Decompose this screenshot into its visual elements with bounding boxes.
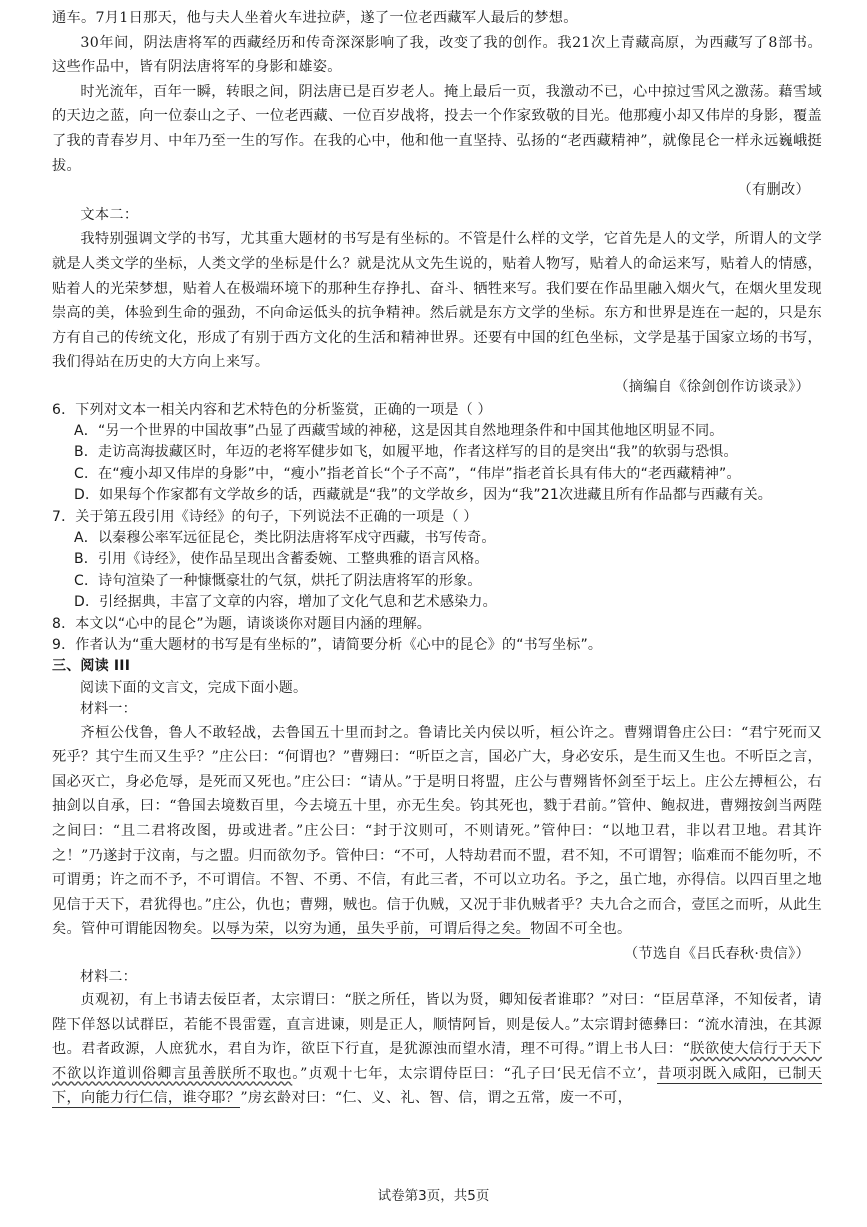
material-1-source: （节选自《吕氏春秋·贵信》）	[623, 945, 810, 962]
text1-section	[52, 6, 822, 203]
text1-paragraph: 时光流年，百年一瞬，转眼之间，阴法唐已是百岁老人。掩上最后一页，我激动不已，心中掠过雪风之激荡。藉雪域的天边之蓝，向一位泰山之子、一位老西藏、一位百岁战将，投去一个作家致敬的目光。他那瘦小却又伟岸的身影，覆盖了我的青春岁月、中年乃至一生的写作。在我的心中，他和他一直坚持、弘扬的“老西藏精神”，就像昆仑一样永远巍峨挺拔。	[52, 83, 822, 174]
material-1-label: 材料一：	[80, 701, 137, 718]
text2-section	[52, 203, 822, 400]
exam-page	[52, 6, 822, 1111]
text1-paragraph: 通车。7月1日那天，他与夫人坐着火车进拉萨，遂了一位老西藏军人最后的梦想。	[52, 10, 578, 26]
section-3	[52, 656, 822, 1111]
option-d: D．如果每个作家都有文学故乡的话，西藏就是“我”的文学故乡，因为“我”21次进藏且所有作品都与西藏有关。	[74, 487, 773, 504]
section-instruction: 阅读下面的文言文，完成下面小题。	[80, 679, 308, 696]
option-b: B．引用《诗经》，使作品呈现出含蓄委婉、工整典雅的语言风格。	[74, 551, 489, 568]
material-2-text: 贞观初，有上书请去佞臣者，太宗谓曰：“朕之所任，皆以为贤，卿知佞者谁耶？”对曰：“臣居草泽，不知佞者，请陛下佯怒以试群臣，若能不畏雷霆，直言进谏，则是正人，顺情阿旨，则是佞人。”太宗谓封德彝曰：“流水清浊，在其源也。君者政源，人庶犹水，君自为诈，欲臣下行直，是犹源浊而望水清，理不可得。”谓上书人曰：“	[52, 991, 822, 1058]
section-title: 三、阅读 III	[52, 658, 131, 675]
wavy-underlined-sentence: 朕欲使大信行于天下不欲以诈道训俗卿言虽善朕所不取也	[52, 1041, 822, 1082]
text2-source: （摘编自《徐剑创作访谈录》）	[614, 378, 810, 395]
question-7	[52, 507, 822, 614]
question-stem: 6．下列对文本一相关内容和艺术特色的分析鉴赏，正确的一项是（ ）	[52, 401, 492, 418]
question-6	[52, 400, 822, 507]
material-2-label: 材料二：	[80, 968, 137, 985]
option-a: A．“另一个世界的中国故事”凸显了西藏雪域的神秘，这是因其自然地理条件和中国其他地区明显不同。	[74, 422, 724, 439]
underlined-sentence: 以辱为荣，以穷为通，虽失乎前，可谓后得之矣。	[211, 921, 531, 938]
material-1-tail: 物固不可全也。	[530, 921, 632, 938]
material-1-text: 齐桓公伐鲁，鲁人不敢轻战，去鲁国五十里而封之。鲁请比关内侯以听，桓公许之。曹翙谓鲁庄公曰：“君宁死而又死乎？其宁生而又生乎？”庄公曰：“何谓也？”曹翙曰：“听臣之言，国必广大，身必安乐，是生而又生也。不听臣之言，国必灭亡，身必危辱，是死而又死也。”庄公曰：“请从。”于是明日将盟，庄公与曹翙皆怀剑至于坛上。庄公左搏桓公，右抽剑以自承，曰：“鲁国去境数百里，今去境五十里，亦无生矣。钧其死也，戮于君前。”管仲、鲍叔进，曹翙按剑当两陛之间曰：“且二君将改图，毋或进者。”庄公曰：“封于汶则可，不则请死。”管仲曰：“以地卫君，非以君卫地。君其许之！”乃遂封于汶南，与之盟。归而欲勿予。管仲曰：“不可，人特劫君而不盟，君不知，不可谓智；临难而不能勿听，不可谓勇；许之而不予，不可谓信。不智、不勇、不信，有此三者，不可以立功名。予之，虽亡地，亦得信。以四百里之地见信于天下，君犹得也。”庄公，仇也；曹翙，贼也。信于仇贼，又况于非仇贼者乎？夫九合之而合，壹匡之而听，从此生矣。管仲可谓能因物矣。	[52, 724, 822, 938]
question-stem: 7．关于第五段引用《诗经》的句子，下列说法不正确的一项是（ ）	[52, 508, 478, 525]
option-c: C．在“瘦小却又伟岸的身影”中，“瘦小”指老首长“个子不高”，“伟岸”指老首长具有伟大的“老西藏精神”。	[74, 465, 741, 482]
text1-paragraph: 30年间，阴法唐将军的西藏经历和传奇深深影响了我，改变了我的创作。我21次上青藏高原，为西藏写了8部书。这些作品中，皆有阴法唐将军的身影和雄姿。	[52, 34, 822, 76]
question-9: 9．作者认为“重大题材的书写是有坐标的”，请简要分析《心中的昆仑》的“书写坐标”。	[52, 636, 603, 653]
option-c: C．诗句渲染了一种慷慨豪壮的气氛，烘托了阴法唐将军的形象。	[74, 572, 482, 589]
text2-label: 文本二：	[80, 206, 139, 223]
option-a: A．以秦穆公率军远征昆仑，类比阴法唐将军戍守西藏，书写传奇。	[74, 529, 496, 546]
option-b: B．走访高海拔藏区时，年迈的老将军健步如飞，如履平地，作者这样写的目的是突出“我”的软弱与恐惧。	[74, 444, 738, 461]
text1-source: （有删改）	[737, 182, 810, 199]
question-8: 8．本文以“心中的昆仑”为题，请谈谈你对题目内涵的理解。	[52, 615, 432, 632]
material-2-text: ”房玄龄对曰：“仁、义、礼、智、信，谓之五常，废一不可，	[240, 1090, 633, 1107]
material-2-text: 。”贞观十七年，太宗谓侍臣曰：“孔子曰‘民无信不立’，	[292, 1065, 658, 1082]
text2-body: 我特别强调文学的书写，尤其重大题材的书写是有坐标的。不管是什么样的文学，它首先是人的文学，所谓人的文学就是人类文学的坐标，人类文学的坐标是什么？就是沈从文先生说的，贴着人物写，贴着人的命运来写，贴着人的情感，贴着人的光荣梦想，贴着人在极端环境下的那种生存挣扎、奋斗、牺牲来写。我们要在作品里融入烟火气，在烟火里发现崇高的美，体验到生命的强劲，不向命运低头的抗争精神。然后就是东方文学的坐标。东方和世界是连在一起的，只是东方有自己的传统文化，形成了有别于西方文化的生活和精神世界。还要有中国的红色坐标，文学是基于国家立场的书写，我们得站在历史的大方向上来写。	[52, 231, 822, 371]
page-footer: 试卷第3页，共5页	[377, 1188, 490, 1204]
material-2-body	[52, 988, 822, 1111]
material-1-body	[52, 721, 822, 942]
option-d: D．引经据典，丰富了文章的内容，增加了文化气息和艺术感染力。	[74, 594, 497, 611]
questions-8-9	[52, 614, 822, 657]
underlined-sentence: 昔项羽既入咸阳，已制天下，向能力行仁信，谁夺耶？	[52, 1065, 822, 1107]
